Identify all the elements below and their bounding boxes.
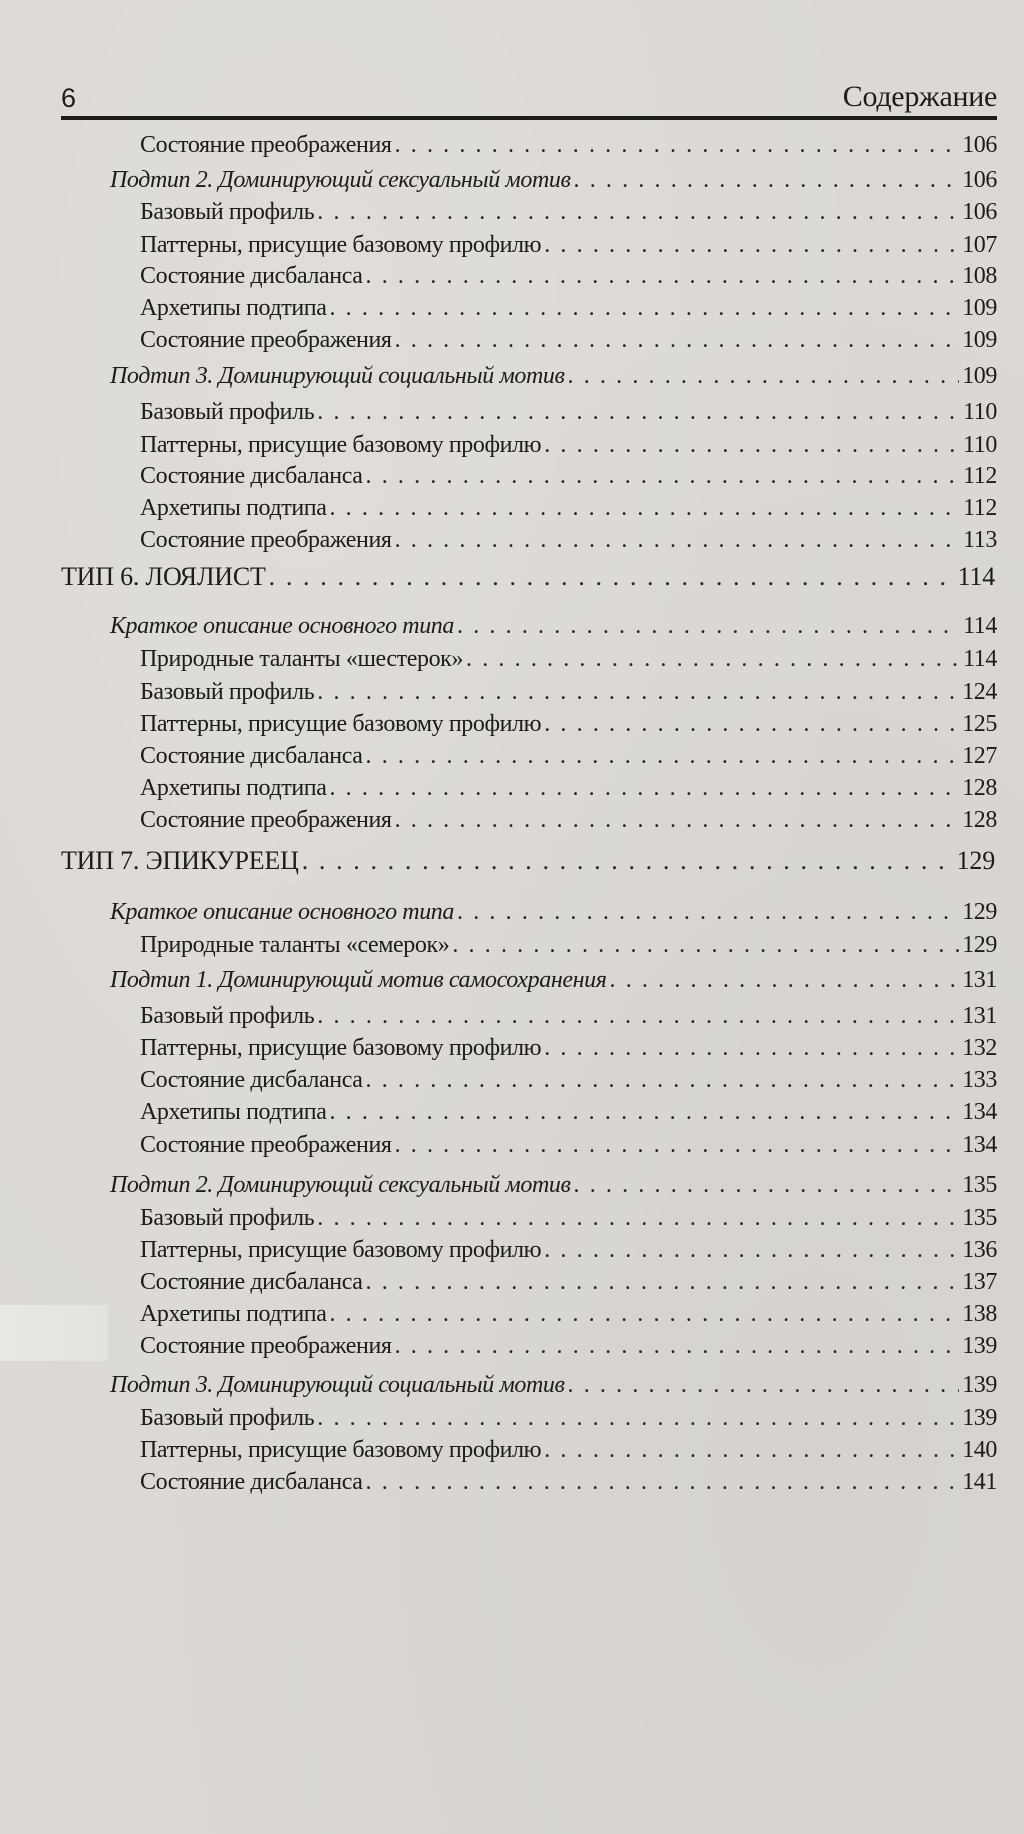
toc-entry-page: 127 xyxy=(962,743,997,769)
toc-entry-title: Состояние дисбаланса xyxy=(140,1067,363,1093)
toc-entry-page: 139 xyxy=(962,1405,997,1431)
toc-entry xyxy=(140,230,997,260)
dot-leader xyxy=(317,677,959,707)
toc-entry xyxy=(140,1203,997,1233)
toc-entry-page: 139 xyxy=(962,1372,997,1398)
toc-entry-page: 131 xyxy=(962,1003,997,1029)
toc-entry-page: 129 xyxy=(962,932,997,958)
toc-entry-page: 124 xyxy=(962,679,997,705)
toc-subtype-entry xyxy=(110,361,997,391)
dot-leader xyxy=(366,1267,960,1297)
toc-entry-title: Подтип 2. Доминирующий сексуальный мотив xyxy=(110,167,571,193)
toc-entry-title: ТИП 7. ЭПИКУРЕЕЦ xyxy=(61,846,299,875)
dot-leader xyxy=(457,611,960,641)
toc-entry-page: 132 xyxy=(962,1035,997,1061)
toc-type-heading xyxy=(61,562,995,592)
toc-entry-page: 135 xyxy=(962,1205,997,1231)
toc-entry xyxy=(140,677,997,707)
toc-entry-page: 107 xyxy=(962,232,997,258)
dot-leader xyxy=(329,1097,959,1127)
dot-leader xyxy=(544,430,960,460)
toc-entry-title: Базовый профиль xyxy=(140,199,315,225)
toc-entry-title: Состояние преображения xyxy=(140,132,392,158)
toc-entry xyxy=(140,1130,997,1160)
toc-entry-title: Состояние дисбаланса xyxy=(140,263,363,289)
toc-entry-page: 134 xyxy=(962,1132,997,1158)
toc-entry-page: 109 xyxy=(962,363,997,389)
toc-entry-title: Подтип 3. Доминирующий социальный мотив xyxy=(110,363,565,389)
toc-entry xyxy=(140,461,997,491)
toc-entry-title: Базовый профиль xyxy=(140,679,315,705)
dot-leader xyxy=(544,1435,959,1465)
toc-entry-page: 112 xyxy=(963,463,997,489)
toc-entry-title: Архетипы подтипа xyxy=(140,775,327,801)
toc-subtype-entry xyxy=(110,1370,997,1400)
toc-entry-title: Паттерны, присущие базовому профилю xyxy=(140,1437,542,1463)
toc-type-heading xyxy=(61,846,995,876)
toc-entry-page: 131 xyxy=(962,967,997,993)
toc-entry-page: 137 xyxy=(962,1269,997,1295)
toc-entry-title: Состояние дисбаланса xyxy=(140,1469,363,1495)
toc-entry-title: Архетипы подтипа xyxy=(140,295,327,321)
toc-entry-page: 112 xyxy=(963,495,997,521)
dot-leader xyxy=(568,1370,960,1400)
toc-entry-page: 106 xyxy=(962,132,997,158)
dot-leader xyxy=(395,525,961,555)
toc-entry-page: 128 xyxy=(962,807,997,833)
toc-entry xyxy=(140,293,997,323)
dot-leader xyxy=(317,1203,959,1233)
toc-entry-title: Состояние дисбаланса xyxy=(140,743,363,769)
dot-leader xyxy=(329,773,959,803)
toc-subtype-entry xyxy=(110,965,997,995)
toc-entry xyxy=(140,1403,997,1433)
toc-entry-page: 108 xyxy=(962,263,997,289)
toc-entry-title: Паттерны, присущие базовому профилю xyxy=(140,432,542,458)
dot-leader xyxy=(329,293,959,323)
toc-entry-title: Паттерны, присущие базовому профилю xyxy=(140,1237,542,1263)
toc-entry-page: 129 xyxy=(962,899,997,925)
dot-leader xyxy=(610,965,960,995)
dot-leader xyxy=(574,165,960,195)
page-number: 6 xyxy=(61,83,77,113)
section-title: Содержание xyxy=(842,80,997,113)
toc-entry-title: Состояние преображения xyxy=(140,1132,392,1158)
dot-leader xyxy=(366,741,960,771)
toc-entry-page: 125 xyxy=(962,711,997,737)
dot-leader xyxy=(329,493,960,523)
dot-leader xyxy=(395,1331,960,1361)
dot-leader xyxy=(466,644,960,674)
toc-entry-page: 134 xyxy=(962,1099,997,1125)
toc-subtype-entry xyxy=(110,897,997,927)
toc-entry-title: Состояние преображения xyxy=(140,1333,392,1359)
toc-entry-page: 114 xyxy=(963,646,997,672)
dot-leader xyxy=(395,1130,960,1160)
toc-entry xyxy=(140,644,997,674)
toc-entry-title: Паттерны, присущие базовому профилю xyxy=(140,711,542,737)
toc-entry-title: Паттерны, присущие базовому профилю xyxy=(140,232,542,258)
toc-entry-page: 109 xyxy=(962,295,997,321)
toc-entry-title: Паттерны, присущие базовому профилю xyxy=(140,1035,542,1061)
toc-entry-title: Базовый профиль xyxy=(140,1405,315,1431)
toc-entry-page: 135 xyxy=(962,1172,997,1198)
toc-entry-title: Архетипы подтипа xyxy=(140,495,327,521)
toc-entry xyxy=(140,1097,997,1127)
dot-leader xyxy=(317,397,960,427)
toc-entry-title: Природные таланты «семерок» xyxy=(140,932,450,958)
toc-entry-page: 136 xyxy=(962,1237,997,1263)
toc-entry-page: 141 xyxy=(962,1469,997,1495)
toc-subtype-entry xyxy=(110,165,997,195)
toc-entry-page: 133 xyxy=(962,1067,997,1093)
toc-entry-page: 129 xyxy=(956,846,995,875)
toc-entry-page: 128 xyxy=(962,775,997,801)
dot-leader xyxy=(544,1033,959,1063)
toc-entry-page: 106 xyxy=(962,199,997,225)
toc-entry-title: Краткое описание основного типа xyxy=(110,613,455,639)
toc-entry-page: 114 xyxy=(957,562,995,591)
toc-entry-title: Базовый профиль xyxy=(140,1003,315,1029)
dot-leader xyxy=(366,1467,960,1497)
toc-entry xyxy=(140,1331,997,1361)
toc-entry-title: Базовый профиль xyxy=(140,1205,315,1231)
toc-entry xyxy=(140,1065,997,1095)
toc-entry xyxy=(140,1299,997,1329)
dot-leader xyxy=(317,1001,959,1031)
toc-entry-page: 110 xyxy=(963,432,997,458)
toc-entry xyxy=(140,805,997,835)
dot-leader xyxy=(452,930,959,960)
toc-entry-page: 109 xyxy=(962,327,997,353)
dot-leader xyxy=(544,1235,959,1265)
toc-entry xyxy=(140,709,997,739)
toc-entry-title: ТИП 6. ЛОЯЛИСТ xyxy=(61,562,266,591)
dot-leader xyxy=(395,325,960,355)
dot-leader xyxy=(302,846,954,876)
dot-leader xyxy=(329,1299,959,1329)
dot-leader xyxy=(544,230,959,260)
toc-entry-page: 138 xyxy=(962,1301,997,1327)
toc-entry-page: 113 xyxy=(963,527,997,553)
dot-leader xyxy=(395,805,960,835)
toc-entry-title: Архетипы подтипа xyxy=(140,1099,327,1125)
dot-leader xyxy=(317,197,959,227)
toc-entry-title: Базовый профиль xyxy=(140,399,315,425)
toc-entry-title: Подтип 3. Доминирующий социальный мотив xyxy=(110,1372,565,1398)
toc-entry xyxy=(140,261,997,291)
toc-subtype-entry xyxy=(110,1170,997,1200)
toc-entry-page: 140 xyxy=(962,1437,997,1463)
dot-leader xyxy=(395,130,960,160)
dot-leader xyxy=(366,261,960,291)
toc-entry-title: Краткое описание основного типа xyxy=(110,899,455,925)
toc-entry-title: Состояние преображения xyxy=(140,807,392,833)
toc-entry-title: Архетипы подтипа xyxy=(140,1301,327,1327)
toc-entry-page: 110 xyxy=(963,399,997,425)
toc-entry xyxy=(140,493,997,523)
dot-leader xyxy=(544,709,959,739)
toc-entry xyxy=(140,130,997,160)
toc-entry xyxy=(140,525,997,555)
dot-leader xyxy=(366,1065,960,1095)
toc-entry-title: Состояние дисбаланса xyxy=(140,463,363,489)
toc-entry xyxy=(140,930,997,960)
toc-entry-page: 106 xyxy=(962,167,997,193)
dot-leader xyxy=(568,361,960,391)
toc-entry xyxy=(140,1235,997,1265)
dot-leader xyxy=(457,897,959,927)
toc-entry-page: 114 xyxy=(963,613,997,639)
toc-entry xyxy=(140,1467,997,1497)
toc-entry xyxy=(140,773,997,803)
toc-entry-title: Состояние преображения xyxy=(140,327,392,353)
toc-entry xyxy=(140,1033,997,1063)
toc-entry-title: Подтип 2. Доминирующий сексуальный мотив xyxy=(110,1172,571,1198)
dot-leader xyxy=(366,461,961,491)
toc-entry-title: Состояние преображения xyxy=(140,527,392,553)
dot-leader xyxy=(269,562,955,592)
dot-leader xyxy=(317,1403,959,1433)
toc-entry xyxy=(140,1001,997,1031)
toc-entry xyxy=(140,1435,997,1465)
toc-entry xyxy=(140,1267,997,1297)
toc-entry xyxy=(140,741,997,771)
toc-entry xyxy=(140,325,997,355)
toc-entry-page: 139 xyxy=(962,1333,997,1359)
toc-entry xyxy=(140,430,997,460)
toc-entry-title: Подтип 1. Доминирующий мотив самосохранения xyxy=(110,967,607,993)
toc-entry xyxy=(140,397,997,427)
dot-leader xyxy=(574,1170,960,1200)
toc-subtype-entry xyxy=(110,611,997,641)
toc-entry xyxy=(140,197,997,227)
toc-entry-title: Состояние дисбаланса xyxy=(140,1269,363,1295)
toc-entry-title: Природные таланты «шестерок» xyxy=(140,646,464,672)
